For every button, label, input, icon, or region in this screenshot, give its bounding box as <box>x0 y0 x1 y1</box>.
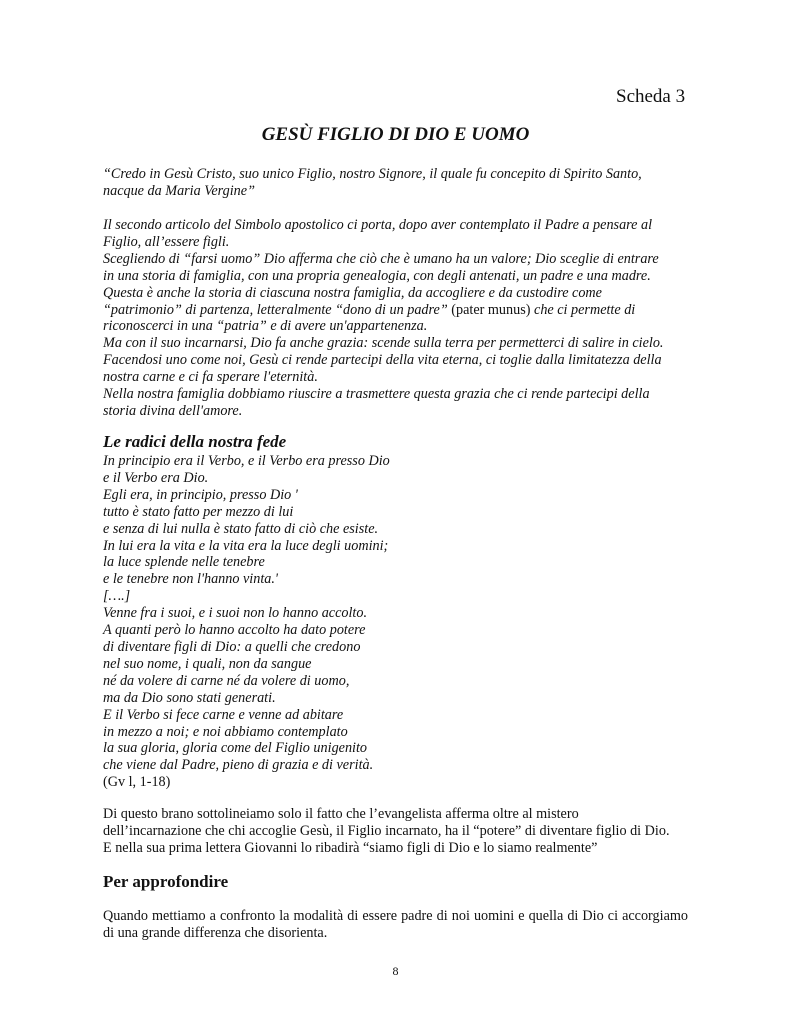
scheda-label: Scheda 3 <box>616 86 686 107</box>
intro-line: Il secondo articolo del Simbolo apostolico ci porta, dopo aver contemplato il Padre a pensare al <box>103 217 653 233</box>
creed-quote <box>103 166 688 200</box>
intro-line-mixed <box>103 302 688 319</box>
verse-line: tutto è stato fatto per mezzo di lui <box>103 503 294 520</box>
verse-line: In principio era il Verbo, e il Verbo era presso Dio <box>103 453 390 469</box>
comment-paragraph <box>103 806 688 857</box>
intro-line: storia divina dell'amore. <box>103 402 243 419</box>
approfondire-paragraph: Quando mettiamo a confronto la modalità di essere padre di noi uomini e quella di Dio ci accorgiamo di una grande differenza che disorienta. <box>103 908 688 941</box>
verse-line: in mezzo a noi; e noi abbiamo contemplato <box>103 723 348 740</box>
section-heading-approfondire: Per approfondire <box>103 872 229 891</box>
verse-line: ma da Dio sono stati generati. <box>103 689 276 706</box>
creed-quote-line: nacque da Maria Vergine” <box>103 182 255 199</box>
intro-line: Facendosi uno come noi, Gesù ci rende partecipi della vita eterna, ci toglie dalla limitatezza della <box>103 352 662 369</box>
verse-line: e senza di lui nulla è stato fatto di ciò che esiste. <box>103 520 379 537</box>
comment-line: dell’incarnazione che chi accoglie Gesù, il Figlio incarnato, ha il “potere” di diventare figlio di Dio. <box>103 822 670 839</box>
page-number: 8 <box>392 964 399 978</box>
creed-quote-line: “Credo in Gesù Cristo, suo unico Figlio, nostro Signore, il quale fu concepito di Spirito Santo, <box>103 166 642 182</box>
section-heading-radici: Le radici della nostra fede <box>103 432 287 451</box>
verse-line: nel suo nome, i quali, non da sangue <box>103 655 312 672</box>
verse-reference: (Gv l, 1-18) <box>103 774 171 791</box>
intro-line: nostra carne e ci fa sperare l'eternità. <box>103 369 318 386</box>
verse-line: e il Verbo era Dio. <box>103 469 209 486</box>
verse-line: E il Verbo si fece carne e venne ad abitare <box>103 706 344 723</box>
verse-line: di diventare figli di Dio: a quelli che credono <box>103 638 361 655</box>
intro-text: che ci permette di <box>530 301 636 318</box>
intro-line: in una storia di famiglia, con una propria genealogia, con degli antenati, un padre e una madre. <box>103 267 651 284</box>
verse-line: né da volere di carne né da volere di uomo, <box>103 672 350 689</box>
verse-line: che viene dal Padre, pieno di grazia e di verità. <box>103 757 374 774</box>
intro-line: Questa è anche la storia di ciascuna nostra famiglia, da accogliere e da custodire come <box>103 284 602 301</box>
intro-line: Nella nostra famiglia dobbiamo riuscire a trasmettere questa grazia che ci rende partecipi della <box>103 386 650 403</box>
intro-line: riconoscerci in una “patria” e di avere un'appartenenza. <box>103 318 428 335</box>
verse-line: Egli era, in principio, presso Dio ' <box>103 486 298 503</box>
latin-term: (pater munus) <box>451 301 531 318</box>
verse-line: la luce splende nelle tenebre <box>103 554 265 571</box>
comment-line: Di questo brano sottolineiamo solo il fatto che l’evangelista afferma oltre al mistero <box>103 806 579 822</box>
verse-line: la sua gloria, gloria come del Figlio unigenito <box>103 740 368 757</box>
intro-paragraph <box>103 217 688 420</box>
verse-line: A quanti però lo hanno accolto ha dato potere <box>103 622 366 639</box>
verse-line: e le tenebre non l'hanno vinta.' <box>103 571 278 588</box>
intro-text: “patrimonio” di partenza, letteralmente “dono di un padre” <box>103 301 452 318</box>
intro-line: Scegliendo di “farsi uomo” Dio afferma che ciò che è umano ha un valore; Dio sceglie di entrare <box>103 250 659 267</box>
verse-line: Venne fra i suoi, e i suoi non lo hanno accolto. <box>103 605 368 622</box>
gospel-verses <box>103 453 688 791</box>
verse-line: [….] <box>103 588 131 605</box>
comment-line: E nella sua prima lettera Giovanni lo ribadirà “siamo figli di Dio e lo siamo realmente” <box>103 839 598 856</box>
intro-line: Figlio, all’essere figli. <box>103 233 230 250</box>
page-title: GESÙ FIGLIO DI DIO E UOMO <box>261 124 530 145</box>
intro-line: Ma con il suo incarnarsi, Dio fa anche grazia: scende sulla terra per permetterci di salire in cielo. <box>103 335 664 352</box>
verse-line: In lui era la vita e la vita era la luce degli uomini; <box>103 537 389 554</box>
